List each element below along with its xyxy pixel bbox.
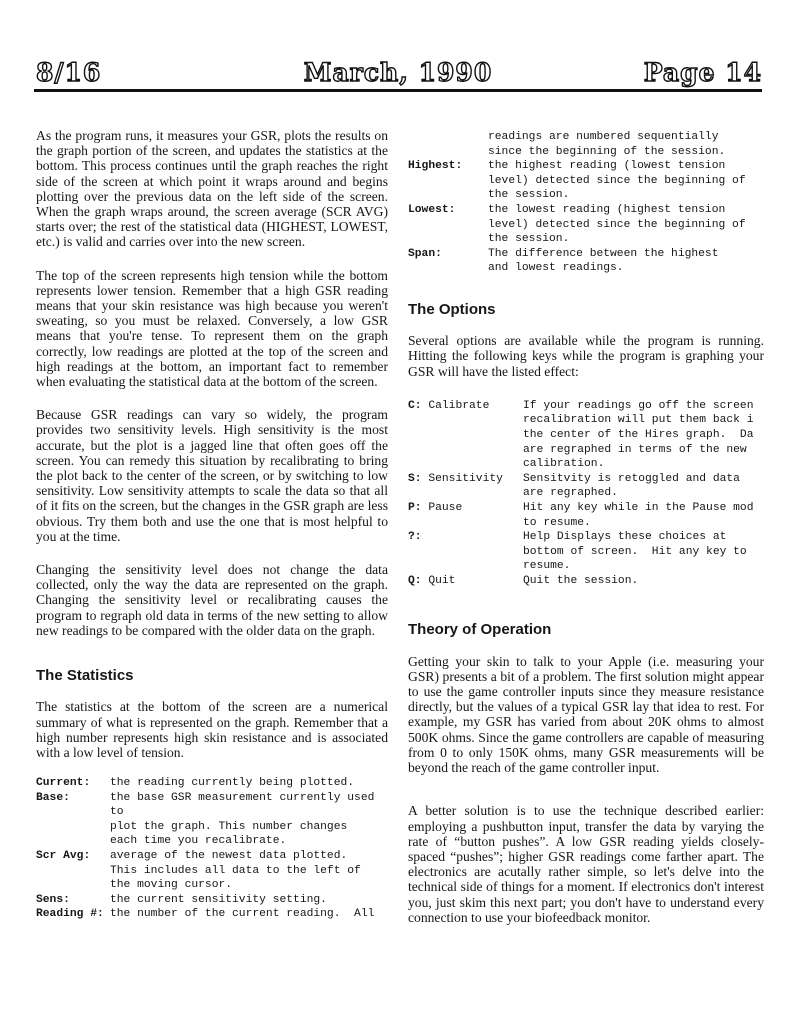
definition-term: Sens: (36, 893, 70, 906)
definition-term (408, 130, 488, 159)
body-paragraph: Changing the sensitivity level does not change the data collected, only the way the data are represented on the graph. Changing the sensitivity level or recalibrating causes the program to regraph old data in terms of the new setting to allow new readings to be compared with the older data on the graph. (36, 562, 388, 638)
options-intro: Several options are available while the program is running. Hitting the following keys while the program is graphing your GSR will have the listed effect: (408, 333, 764, 379)
option-row (408, 399, 764, 472)
definition-row (408, 130, 764, 159)
definition-term: Highest: (408, 160, 463, 173)
options-heading: The Options (408, 300, 496, 318)
option-desc: Quit the session. (523, 574, 639, 587)
definition-row (36, 849, 388, 893)
definition-desc: the reading currently being plotted. (110, 777, 355, 790)
definition-desc: average of the newest data plotted. This includes all data to the left of the moving cursor. (110, 850, 361, 892)
option-key (408, 530, 523, 574)
theory-heading: Theory of Operation (408, 621, 552, 639)
definition-desc: readings are numbered sequentially since the beginning of the session. (488, 131, 726, 158)
definition-desc: The difference between the highest and lowest readings. (488, 247, 719, 275)
issue-date: March, 1990 (303, 58, 493, 87)
option-row (408, 501, 764, 530)
definition-term: Current: (36, 777, 91, 790)
statistics-heading: The Statistics (36, 667, 134, 685)
option-desc: If your readings go off the screen recalibration will put them back i the center of the Hires graph. Da are regraphed in terms of the new calibration. (523, 399, 754, 471)
options-list (408, 399, 764, 589)
body-paragraph: Getting your skin to talk to your Apple (i.e. measuring your GSR) presents a bit of a problem. The first solution might appear to use the game controller inputs since they measure resistance directly, but the values of a typical GSR lay that idea to rest. For example, my GSR has varied from about 20K ohms to almost 500K ohms. Since the game controllers are capable of measuring from 0 to only 150K ohms, many GSR measurements will be beyond the reach of the game controller input. (408, 653, 764, 776)
definition-desc: the current sensitivity setting. (110, 893, 327, 906)
definition-row (36, 791, 388, 849)
statistics-intro: The statistics at the bottom of the screen are a numerical summary of what is represented on the graph. Remember that a high number represents high skin resistance and is associated with a low level of tension. (36, 699, 388, 760)
option-label: Sensitivity (421, 472, 503, 485)
definition-row (36, 893, 388, 908)
definition-desc: the highest reading (lowest tension level) detected since the beginning of the session. (488, 160, 746, 202)
page-header (34, 58, 762, 92)
definition-row (408, 203, 764, 247)
issue-number: 8/16 (36, 58, 102, 87)
statistics-definitions (36, 776, 388, 922)
definition-desc: the lowest reading (highest tension level) detected since the beginning of the session. (488, 203, 746, 246)
option-desc: Help Displays these choices at bottom of screen. Hit any key to resume. (523, 531, 747, 573)
option-key-letter: Q: (408, 574, 422, 587)
option-key-letter: C: (408, 399, 422, 412)
definition-row (408, 247, 764, 276)
body-paragraph: A better solution is to use the technique described earlier: employing a pushbutton input, transfer the data by varying the rate of “button pushes”. A low GSR reading yields closely-spaced “pushes”; higher GSR readings come farther apart. The electronics are acutally rather simple, so let's delve into the technical side of things for a moment. If electronics don't interest you, just skim this next part; you don't have to understand every connection to use your biofeedback monitor. (408, 803, 764, 925)
definition-desc: the base GSR measurement currently used to plot the graph. This number changes each time you recalibrate. (110, 791, 375, 848)
definition-term: Scr Avg: (36, 850, 91, 863)
definition-desc: the number of the current reading. All (110, 908, 375, 921)
option-key (408, 574, 523, 589)
option-key-letter: P: (408, 501, 422, 514)
right-column (408, 130, 764, 943)
option-desc: Sensitvity is retoggled and data are regraphed. (523, 472, 740, 500)
body-paragraph: Because GSR readings can vary so widely, the program provides two sensitivity levels. High sensitivity is the most accurate, but the plot is a jagged line that often goes off the screen. You can remedy this situation by recalibrating to bring the plot back to the center of the screen, or by switching to low sensitivity. Low sensitivity attempts to scale the data so that all of it fits on the screen, but the changes in the GSR graph are less obvious. Try them both and use the one that is most helpful to you at the time. (36, 407, 388, 544)
definition-term: Base: (36, 791, 70, 804)
definition-term: Reading #: (36, 908, 104, 921)
option-desc: Hit any key while in the Pause mod to resume. (523, 501, 754, 529)
definition-row (36, 907, 388, 922)
option-label: Calibrate (421, 399, 490, 412)
option-key (408, 472, 523, 501)
option-label: Quit (421, 574, 456, 587)
header-rule (34, 89, 762, 92)
body-paragraph: As the program runs, it measures your GSR, plots the results on the graph portion of the screen, and updates the statistics at the bottom. This process continues until the graph reaches the right side of the screen at which point it wraps around and begins plotting over the previous data on the left side of the screen. When the graph wraps around, the screen average (SCR AVG) starts over; the rest of the statistical data (HIGHEST, LOWEST, etc.) is valid and carries over into the new screen. (36, 128, 388, 250)
definition-row (36, 776, 388, 791)
definition-term: Span: (408, 247, 442, 260)
body-paragraph: The top of the screen represents high tension while the bottom represents lower tension. Remember that a high GSR reading means that your skin resistance was high because you weren't sweating, so you must be relaxed. Conversely, a low GSR means that you're tense. To represent them on the graph correctly, low readings are plotted at the top of the screen and high readings at the bottom, an important fact to remember when evaluating the statistical data at the bottom of the screen. (36, 267, 388, 390)
statistics-definitions-continued (408, 130, 764, 276)
option-label: Pause (421, 501, 463, 514)
option-key-letter: S: (408, 472, 422, 485)
option-key (408, 501, 523, 530)
option-row (408, 530, 764, 574)
page-number: Page 14 (643, 58, 762, 87)
left-column (36, 128, 388, 922)
option-key (408, 399, 523, 472)
option-row (408, 472, 764, 501)
definition-row (408, 159, 764, 203)
definition-term: Lowest: (408, 203, 456, 216)
option-key-letter: ?: (408, 531, 422, 544)
option-row (408, 574, 764, 589)
